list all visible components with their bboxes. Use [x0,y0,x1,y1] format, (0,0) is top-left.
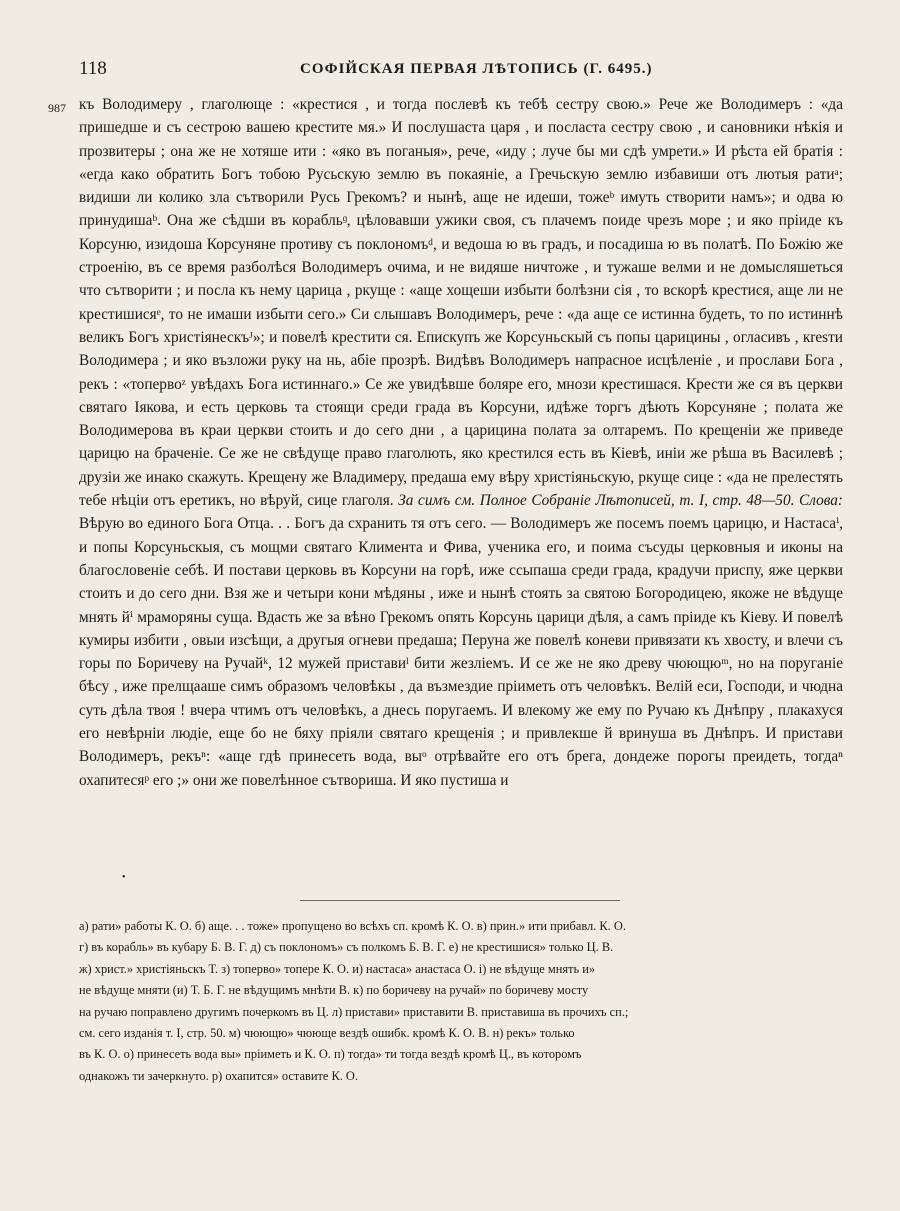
footnote-line: г) въ корабль» въ кубару Б. В. Г. д) съ поклономъ» съ полкомъ Б. В. Г. е) не крестишися» только Ц. В. [79,940,614,955]
italic-reference: За симъ см. Полное Собраніе Лѣтописей, т. I, стр. 48—50. Слова: [398,492,844,510]
footnote-line: въ К. О. о) принесеть вода вы» пріиметь и К. О. п) тогда» ти тогда вездѣ кромѣ Ц., въ которомъ [79,1047,582,1062]
running-head: СОФІЙСКАЯ ПЕРВАЯ ЛѢТОПИСЬ (Г. 6495.) [300,61,653,77]
footnote-divider [300,900,620,901]
footnote-line: ж) христ.» христіяньскъ Т. з) топерво» топере К. О. и) настаса» анастаса О. і) не вѣдуще мнять и» [79,961,596,976]
main-text-part-2: Вѣрую во единого Бога Отца. . . Богъ да схранить тя отъ сего. — Володимеръ же посемъ поемъ царицю, и Настасаⁱ, и попы Корсуньскыя, съ мощми святаго Климента и Фива, ученика его, и поима съсуды церковныя и иконы на благословеніе себѣ. И постави церковь въ Корсуни на горѣ, иже ссыпаша среди града, крадучи приспу, яже церкви стоить и до сего дни. Взя же и четыри кони мѣдяны , иже и нынѣ стоять за святою Богородицею, якоже не вѣдуще мнять йⁱ мраморяны суща. Вдасть же за вѣно Грекомъ опять Корсунь царици дѣля, а самъ пріиде къ Кіеву. И повелѣ кумиры избити , овыи изсѣщи, а другыя огневи предаша; Перуна же повелѣ коневи привязати къ хвосту, и влечи съ горы по Боричеву на Ручайᵏ, 12 мужей приставиˡ бити жезліемъ. И се же не яко древу чюющюᵐ, но на поруганіе бѣсу , иже прелщааше симъ образомъ человѣкы , да възмездие пріиметь отъ человѣкъ. Велій еси, Господи, и чюдна суть дѣла твоя ! вчера чтимъ отъ человѣкъ, а днесь поругаемъ. И влекому же ему по Ручаю къ Днѣпру , плакахуся его невѣрніи людіе, еще бо не бяху пріяли святаго крещенія ; и привлекше й вринуша въ Днѣпръ. И пристави Володимеръ, рекъⁿ: «аще гдѣ принесеть вода, выᵒ отрѣвайте его отъ брега, дондеже порогы преидеть, тогдаⁿ охапитесяᵖ его ;» они же повелѣнное сътвориша. И яко пустиша и [79,515,843,789]
footnote-line: на ручаю поправлено другимъ почеркомъ въ Ц. л) пристави» приставити В. приставиша въ прочихъ сп.; [79,1004,629,1019]
page-number: 118 [79,58,107,79]
main-text [79,93,843,792]
footnote-line: не вѣдуще мняти (и) Т. Б. Г. не вѣдущимъ мнѣти В. к) по боричеву на ручай» по боричеву мосту [79,983,589,998]
footnote-line: однакожъ ти зачеркнуто. р) охапится» оставите К. О. [79,1068,358,1083]
footnote-line: а) рати» работы К. О. б) аще. . . тоже» пропущено во всѣхъ сп. кромѣ К. О. в) прин.» ити прибавл. К. О. [79,919,626,933]
footnotes [79,916,849,1087]
margin-year: 987 [48,101,66,115]
main-text-part-1: къ Володимеру , глаголюще : «крестися , и тогда послевѣ къ тебѣ сестру свою.» Рече же Володимеръ : «да пришедше и съ сестрою вашею крестите мя.» И послушаста царя , и посласта сестру свою , и сановники нѣкія и прозвитеры ; она же не хотяше ити : «яко въ поганыя», рече, «иду ; луче бы ми сдѣ умрети.» И рѣста ей братія : «егда како обратить Богъ тобою Русьскую землю въ покаяніе, а Гречьскую землю избавиши отъ лютыя ратиᵃ; видиши ли колико зла сътворили Русь Грекомъ? и нынѣ, аще не идеши, тожеᵇ имуть створити намъ»; и одва ю принудишаᵇ. Она же сѣдши въ корабльᶢ, цѣловавши ужики своя, съ плачемъ поиде чрезъ море ; и яко пріиде къ Корсуню, изидоша Корсуняне противу съ поклономъᵈ, и ведоша ю въ градъ, и посадиша ю въ полатѣ. По Божію же строенію, въ се время разболѣся Володимеръ очима, и не видяше ничтоже , и тужаше велми и не домысляшеться что сътворити ; и посла къ нему царица , ркуще : «аще хощеши избыти болѣзни сія , то вскорѣ крестися, аще ли не крестишисяᵉ, то не имаши избыти сего.» Си слышавъ Володимеръ, рече : «да аще се истинна будеть, то по истиннѣ великъ Богъ христіянескъᴶ»; и повелѣ крестити ся. Епискупъ же Корсуньскый съ попы царицины , огласивъ , кresти Володимера ; и яко възложи руку на нь, абіе прозрѣ. Видѣвъ Володимеръ напрасное исцѣленіе , и прослави Бога , рекъ : «топервоᶻ увѣдахъ Бога истиннаго.» Се же увидѣвше боляре его, мнози крестишася. Крести же ся въ церкви святаго Іякова, и есть церковь та стоящи среди града въ Корсуни, идѣже торгъ дѣють Корсуняне ; полата же Володимерова въ краи церкви стоить и до сего дни , а царицина полата за олтаремъ. По крещеніи же приведе царицю на браченіе. Се же не свѣдуще право глаголють, яко крестился есть въ Кіевѣ, иніи же рѣша въ Василевѣ ; друзіи же инако скажуть. Крещену же Владимеру, предаша ему вѣру христіяньскую, ркуще сице : «да не прелестять тебе нѣціи отъ еретикъ, но вѣруй, сице глаголя. [79,96,843,510]
footnote-line: см. сего изданія т. I, стр. 50. м) чюющю» чююще вездѣ ошибк. кромѣ К. О. В. н) рекъ» только [79,1026,575,1041]
small-mark: • [122,872,126,883]
main-paragraph [79,93,843,792]
